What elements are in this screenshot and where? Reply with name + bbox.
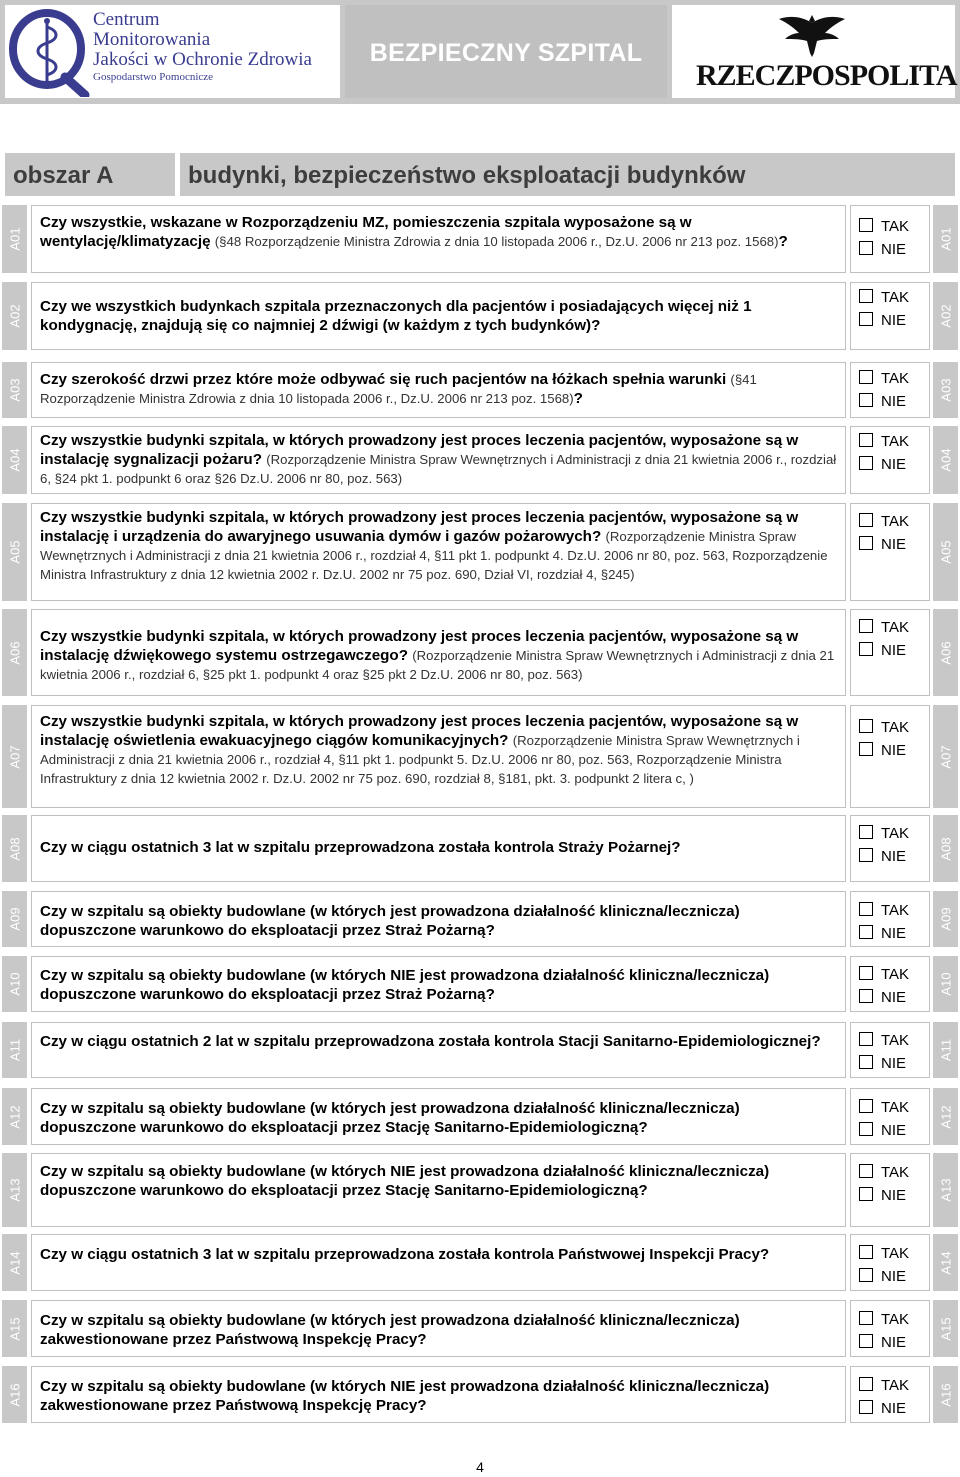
- question-box: [31, 1022, 846, 1078]
- checkbox-no[interactable]: [859, 1268, 873, 1282]
- option-yes-label: TAK: [881, 513, 910, 530]
- question-row: [0, 1153, 960, 1227]
- question-code-right: [933, 362, 958, 418]
- question-code-right: [933, 1300, 958, 1357]
- checkbox-yes[interactable]: [859, 218, 873, 232]
- question-text: Czy szerokość drzwi przez które może odbywać się ruch pacjentów na łóżkach spełnia warunki: [40, 371, 727, 388]
- option-no[interactable]: [859, 989, 906, 1007]
- question-text-block: [40, 431, 839, 488]
- org-subtitle: Gospodarstwo Pomocnicze: [93, 71, 214, 83]
- option-yes[interactable]: [859, 289, 909, 307]
- question-box: [31, 609, 846, 696]
- question-code-right: [933, 891, 958, 947]
- question-mark: ?: [778, 233, 788, 250]
- question-code-left: [2, 362, 27, 418]
- checkbox-no[interactable]: [859, 1122, 873, 1136]
- question-row: [0, 1300, 960, 1357]
- question-row: [0, 282, 960, 350]
- question-row: [0, 1088, 960, 1145]
- option-no[interactable]: [859, 456, 906, 474]
- question-text-block: [40, 508, 839, 584]
- question-code-right: [933, 1022, 958, 1078]
- option-yes-label: TAK: [881, 966, 910, 983]
- question-code: A05: [938, 540, 953, 564]
- option-no[interactable]: [859, 241, 906, 259]
- question-row: [0, 956, 960, 1012]
- question-code: A13: [7, 1178, 22, 1202]
- question-code-right: [933, 609, 958, 696]
- question-text-block: [40, 1311, 839, 1349]
- question-code: A16: [7, 1382, 22, 1407]
- question-row: [0, 705, 960, 808]
- checkbox-yes[interactable]: [859, 825, 873, 839]
- option-no-label: NIE: [881, 241, 907, 258]
- question-box: [31, 891, 846, 947]
- question-box: [31, 282, 846, 350]
- question-code-left: [2, 205, 27, 273]
- option-no[interactable]: [859, 1400, 906, 1418]
- option-yes[interactable]: [859, 1245, 909, 1263]
- question-code: A11: [7, 1038, 22, 1062]
- question-code-right: [933, 1366, 958, 1423]
- question-box: [31, 1234, 846, 1291]
- checkbox-yes[interactable]: [859, 513, 873, 527]
- eagle-icon: [777, 11, 847, 57]
- question-text-block: [40, 966, 839, 1004]
- question-row: [0, 205, 960, 273]
- answer-box: [850, 282, 930, 350]
- checkbox-no[interactable]: [859, 241, 873, 255]
- question-row: [0, 815, 960, 882]
- question-box: [31, 1300, 846, 1357]
- option-no[interactable]: [859, 848, 906, 866]
- checkbox-yes[interactable]: [859, 1164, 873, 1178]
- question-row: [0, 609, 960, 696]
- question-box: [31, 1088, 846, 1145]
- option-no[interactable]: [859, 1055, 906, 1073]
- question-code-right: [933, 1088, 958, 1145]
- question-code-left: [2, 426, 27, 494]
- question-code: A07: [938, 744, 953, 769]
- question-mark: ?: [573, 390, 583, 407]
- option-yes[interactable]: [859, 825, 909, 843]
- question-code-left: [2, 609, 27, 696]
- option-yes[interactable]: [859, 902, 909, 920]
- question-text: Czy w ciągu ostatnich 2 lat w szpitalu przeprowadzona została kontrola Stacji Sanitarno-Epidemiologicznej?: [40, 1033, 821, 1050]
- section-label-box: [5, 153, 175, 196]
- question-row: [0, 891, 960, 947]
- question-code-left: [2, 1088, 27, 1145]
- question-code-right: [933, 426, 958, 494]
- question-code: A02: [938, 304, 953, 328]
- option-yes[interactable]: [859, 513, 909, 531]
- question-code: A01: [7, 227, 22, 251]
- question-code-left: [2, 503, 27, 601]
- checkbox-yes[interactable]: [859, 1311, 873, 1325]
- question-code-right: [933, 956, 958, 1012]
- option-yes-label: TAK: [881, 1099, 910, 1116]
- answer-box: [850, 503, 930, 601]
- question-code: A14: [938, 1250, 953, 1275]
- option-yes[interactable]: [859, 433, 909, 451]
- option-yes[interactable]: [859, 370, 909, 388]
- question-text: Czy wszystkie budynki szpitala, w których prowadzony jest proces leczenia pacjentów, wyposażone są w instalację oświetlenia ewakuacyjnego ciągów komunikacyjnych?: [40, 713, 799, 749]
- option-yes-label: TAK: [881, 1032, 910, 1049]
- answer-box: [850, 815, 930, 882]
- question-code: A09: [938, 907, 953, 931]
- option-no[interactable]: [859, 1334, 906, 1352]
- option-no[interactable]: [859, 312, 906, 330]
- section-label: obszar A: [13, 162, 114, 189]
- option-yes-label: TAK: [881, 218, 910, 235]
- section-title-box: [180, 153, 955, 196]
- option-yes[interactable]: [859, 1377, 909, 1395]
- checkbox-yes[interactable]: [859, 966, 873, 980]
- question-code-right: [933, 815, 958, 882]
- question-text-block: [40, 370, 839, 408]
- question-code: A16: [938, 1382, 953, 1407]
- checkbox-yes[interactable]: [859, 902, 873, 916]
- question-text: Czy w szpitalu są obiekty budowlane (w których NIE jest prowadzona działalność kliniczna/lecznicza) dopuszczone warunkowo do eksploatacji przez Stację Sanitarno-Epidemiologiczną?: [40, 1163, 770, 1199]
- question-text: Czy w szpitalu są obiekty budowlane (w których jest prowadzona działalność kliniczna/lecznicza) dopuszczone warunkowo do eksploatacji przez Stację Sanitarno-Epidemiologiczną?: [40, 1100, 740, 1136]
- option-yes[interactable]: [859, 719, 909, 737]
- legal-reference: (Rozporządzenie Ministra Spraw Wewnętrznych i Administracji z dnia 21 kwietnia 2006 r., rozdział 6, §25 pkt 1. podpunkt 4 oraz §25 pkt 2 Dz.U. 2006 nr 80, poz. 563): [40, 648, 835, 682]
- checkbox-yes[interactable]: [859, 1099, 873, 1113]
- question-box: [31, 815, 846, 882]
- legal-reference: (Rozporządzenie Ministra Spraw Wewnętrznych i Administracji z dnia 21 kwietnia 2006 r., rozdział 6, §24 pkt 1. podpunkt 6 oraz §26 Dz.U. 2006 nr 80, poz. 563): [40, 452, 837, 486]
- question-text-block: [40, 1162, 839, 1200]
- question-code: A10: [938, 972, 953, 996]
- question-text-block: [40, 902, 839, 940]
- option-yes-label: TAK: [881, 1377, 910, 1394]
- option-no-label: NIE: [881, 312, 907, 329]
- question-code: A06: [7, 640, 22, 665]
- question-code-left: [2, 1022, 27, 1078]
- question-code-right: [933, 282, 958, 350]
- question-code-left: [2, 282, 27, 350]
- answer-box: [850, 1300, 930, 1357]
- question-code-left: [2, 815, 27, 882]
- question-text-block: [40, 213, 839, 251]
- question-box: [31, 705, 846, 808]
- question-text: Czy w szpitalu są obiekty budowlane (w których NIE jest prowadzona działalność kliniczna/lecznicza) dopuszczone warunkowo do eksploatacji przez Straż Pożarną?: [40, 967, 770, 1003]
- checkbox-no[interactable]: [859, 1187, 873, 1201]
- option-no-label: NIE: [881, 1334, 907, 1351]
- question-text: Czy w ciągu ostatnich 3 lat w szpitalu przeprowadzona została kontrola Straży Pożarnej?: [40, 839, 681, 856]
- question-text: Czy wszystkie, wskazane w Rozporządzeniu MZ, pomieszczenia szpitala wyposażone są w wentylację/klimatyzację: [40, 214, 692, 250]
- option-no[interactable]: [859, 1122, 906, 1140]
- question-code: A13: [938, 1178, 953, 1202]
- question-text-block: [40, 297, 839, 335]
- answer-box: [850, 956, 930, 1012]
- answer-box: [850, 1366, 930, 1423]
- section-title: budynki, bezpieczeństwo eksploatacji budynków: [188, 162, 746, 189]
- question-text-block: [40, 1377, 839, 1415]
- question-code: A06: [938, 640, 953, 665]
- option-yes[interactable]: [859, 1311, 909, 1329]
- question-box: [31, 362, 846, 418]
- option-yes[interactable]: [859, 619, 909, 637]
- question-text: Czy w szpitalu są obiekty budowlane (w których NIE jest prowadzona działalność kliniczna/lecznicza) zakwestionowane przez Państwową Inspekcję Pracy?: [40, 1378, 770, 1414]
- checkbox-no[interactable]: [859, 393, 873, 407]
- option-no-label: NIE: [881, 1055, 907, 1072]
- question-code: A08: [7, 836, 22, 861]
- checkbox-no[interactable]: [859, 1055, 873, 1069]
- option-no[interactable]: [859, 536, 906, 554]
- option-no-label: NIE: [881, 1268, 907, 1285]
- partner-logo: [672, 5, 955, 98]
- question-code: A12: [7, 1104, 22, 1129]
- question-text: Czy wszystkie budynki szpitala, w których prowadzony jest proces leczenia pacjentów, wyposażone są w instalację dźwiękowego systemu ostrzegawczego?: [40, 628, 799, 664]
- question-text-block: [40, 838, 839, 857]
- option-no-label: NIE: [881, 989, 907, 1006]
- question-code-left: [2, 1300, 27, 1357]
- question-code: A11: [938, 1038, 953, 1062]
- question-code: A09: [7, 907, 22, 931]
- question-box: [31, 205, 846, 273]
- question-box: [31, 426, 846, 494]
- question-row: [0, 1022, 960, 1078]
- option-yes[interactable]: [859, 218, 909, 236]
- question-row: [0, 1366, 960, 1423]
- question-code-left: [2, 1153, 27, 1227]
- option-yes[interactable]: [859, 1032, 909, 1050]
- question-code: A01: [938, 227, 953, 251]
- question-text: Czy wszystkie budynki szpitala, w których prowadzony jest proces leczenia pacjentów, wyposażone są w instalację sygnalizacji pożaru?: [40, 432, 799, 468]
- checkbox-no[interactable]: [859, 848, 873, 862]
- legal-reference: (§41 Rozporządzenie Ministra Zdrowia z dnia 10 listopada 2006 r., Dz.U. 2006 nr 213 poz. 1568): [40, 372, 757, 406]
- question-text-block: [40, 1032, 839, 1051]
- question-code: A03: [938, 378, 953, 402]
- org-name: [93, 10, 312, 84]
- checkbox-no[interactable]: [859, 1400, 873, 1414]
- question-code-left: [2, 705, 27, 808]
- question-code-left: [2, 891, 27, 947]
- page-number: 4: [476, 1459, 484, 1475]
- question-row: [0, 1234, 960, 1291]
- option-no-label: NIE: [881, 925, 907, 942]
- header-bar: [0, 0, 960, 104]
- partner-name: RZECZPOSPOLITA: [696, 59, 957, 92]
- question-text: Czy w ciągu ostatnich 3 lat w szpitalu przeprowadzona została kontrola Państwowej Inspekcji Pracy?: [40, 1246, 770, 1263]
- option-no[interactable]: [859, 742, 906, 760]
- org-name-line: Centrum: [93, 9, 160, 30]
- question-code: A15: [7, 1316, 22, 1341]
- question-code-right: [933, 503, 958, 601]
- question-row: [0, 426, 960, 494]
- question-code-left: [2, 956, 27, 1012]
- answer-box: [850, 362, 930, 418]
- answer-box: [850, 426, 930, 494]
- option-yes-label: TAK: [881, 825, 910, 842]
- option-no[interactable]: [859, 925, 906, 943]
- checkbox-yes[interactable]: [859, 289, 873, 303]
- option-no-label: NIE: [881, 456, 907, 473]
- question-code: A04: [7, 448, 22, 472]
- question-code-left: [2, 1234, 27, 1291]
- caduceus-q-icon: [7, 7, 91, 97]
- answer-box: [850, 705, 930, 808]
- legal-reference: (Rozporządzenie Ministra Spraw Wewnętrznych i Administracji z dnia 21 kwietnia 2006 r., rozdział 4, §11 pkt 1. podpunkt 5. Dz.U. 2006 nr 80, poz. 563, Rozporządzenie Ministra Infrastruktury z dnia 12 kwietnia 2002 r. Dz.U. 2002 nr 75 poz. 690, rozdział 8, §181, pkt. 3. podpunkt 2 litera c, ): [40, 733, 800, 786]
- question-text-block: [40, 712, 839, 788]
- answer-box: [850, 1234, 930, 1291]
- option-no[interactable]: [859, 642, 906, 660]
- question-text: Czy we wszystkich budynkach szpitala przeznaczonych dla pacjentów i posiadających więcej niż 1 kondygnację, znajdują się co najmniej 2 dźwigi (w każdym z tych budynków)?: [40, 298, 752, 334]
- option-yes-label: TAK: [881, 1164, 910, 1181]
- question-row: [0, 503, 960, 601]
- option-no[interactable]: [859, 393, 906, 411]
- option-no-label: NIE: [881, 642, 907, 659]
- option-yes-label: TAK: [881, 1311, 910, 1328]
- option-no-label: NIE: [881, 393, 907, 410]
- question-box: [31, 1153, 846, 1227]
- org-name-line: Jakości w Ochronie Zdrowia: [93, 49, 312, 70]
- option-yes-label: TAK: [881, 289, 910, 306]
- question-box: [31, 503, 846, 601]
- answer-box: [850, 609, 930, 696]
- option-no-label: NIE: [881, 742, 907, 759]
- question-code: A05: [7, 540, 22, 564]
- answer-box: [850, 891, 930, 947]
- option-no-label: NIE: [881, 536, 907, 553]
- question-box: [31, 956, 846, 1012]
- question-code: A02: [7, 304, 22, 328]
- question-text-block: [40, 1245, 839, 1264]
- question-code-left: [2, 1366, 27, 1423]
- question-text-block: [40, 1099, 839, 1137]
- question-code-right: [933, 1234, 958, 1291]
- question-row: [0, 362, 960, 418]
- question-code: A12: [938, 1104, 953, 1129]
- legal-reference: (§48 Rozporządzenie Ministra Zdrowia z dnia 10 listopada 2006 r., Dz.U. 2006 nr 213 poz. 1568): [214, 234, 779, 249]
- checkbox-no[interactable]: [859, 742, 873, 756]
- question-text: Czy wszystkie budynki szpitala, w których prowadzony jest proces leczenia pacjentów, wyposażone są w instalację i urządzenia do awaryjnego usuwania dymów i gazów pożarowych?: [40, 509, 799, 545]
- question-text: Czy w szpitalu są obiekty budowlane (w których jest prowadzona działalność kliniczna/lecznicza) dopuszczone warunkowo do eksploatacji przez Straż Pożarną?: [40, 903, 740, 939]
- option-no-label: NIE: [881, 1400, 907, 1417]
- option-no[interactable]: [859, 1187, 906, 1205]
- title-box: [345, 5, 667, 98]
- option-yes[interactable]: [859, 966, 909, 984]
- option-no[interactable]: [859, 1268, 906, 1286]
- org-logo: [5, 5, 340, 98]
- document-title: BEZPIECZNY SZPITAL: [369, 39, 643, 67]
- option-yes[interactable]: [859, 1164, 909, 1182]
- option-yes[interactable]: [859, 1099, 909, 1117]
- question-code-right: [933, 1153, 958, 1227]
- option-no-label: NIE: [881, 848, 907, 865]
- question-code: A07: [7, 744, 22, 769]
- question-text: Czy w szpitalu są obiekty budowlane (w których jest prowadzona działalność kliniczna/lecznicza) zakwestionowane przez Państwową Inspekcję Pracy?: [40, 1312, 740, 1348]
- question-code-right: [933, 705, 958, 808]
- question-code: A08: [938, 836, 953, 861]
- question-code: A14: [7, 1250, 22, 1275]
- question-code: A04: [938, 448, 953, 472]
- option-yes-label: TAK: [881, 619, 910, 636]
- answer-box: [850, 1153, 930, 1227]
- option-yes-label: TAK: [881, 370, 910, 387]
- checkbox-yes[interactable]: [859, 719, 873, 733]
- checkbox-no[interactable]: [859, 536, 873, 550]
- checkbox-no[interactable]: [859, 642, 873, 656]
- checkbox-no[interactable]: [859, 1334, 873, 1348]
- checkbox-yes[interactable]: [859, 1245, 873, 1259]
- section-header: [5, 153, 955, 196]
- checkbox-no[interactable]: [859, 456, 873, 470]
- question-code: A10: [7, 972, 22, 996]
- checkbox-yes[interactable]: [859, 1032, 873, 1046]
- checkbox-yes[interactable]: [859, 1377, 873, 1391]
- checkbox-yes[interactable]: [859, 619, 873, 633]
- answer-box: [850, 1088, 930, 1145]
- option-no-label: NIE: [881, 1187, 907, 1204]
- checkbox-no[interactable]: [859, 312, 873, 326]
- option-yes-label: TAK: [881, 1245, 910, 1262]
- option-yes-label: TAK: [881, 719, 910, 736]
- question-code: A03: [7, 378, 22, 402]
- checkbox-no[interactable]: [859, 925, 873, 939]
- option-yes-label: TAK: [881, 902, 910, 919]
- answer-box: [850, 1022, 930, 1078]
- checkbox-yes[interactable]: [859, 433, 873, 447]
- checkbox-no[interactable]: [859, 989, 873, 1003]
- answer-box: [850, 205, 930, 273]
- legal-reference: (Rozporządzenie Ministra Spraw Wewnętrznych i Administracji z dnia 21 kwietnia 2006 r., rozdział 4, §11 pkt 1. podpunkt 4. Dz.U. 2006 nr 80, poz. 563, Rozporządzenie Ministra Infrastruktury z dnia 12 kwietnia 2002 r. Dz.U. 2002 nr 75 poz. 690, Dział VI, rozdział 4, §245): [40, 529, 828, 582]
- option-no-label: NIE: [881, 1122, 907, 1139]
- question-text-block: [40, 627, 839, 684]
- question-code: A15: [938, 1316, 953, 1341]
- checkbox-yes[interactable]: [859, 370, 873, 384]
- question-box: [31, 1366, 846, 1423]
- question-code-right: [933, 205, 958, 273]
- org-name-line: Monitorowania: [93, 29, 211, 50]
- option-yes-label: TAK: [881, 433, 910, 450]
